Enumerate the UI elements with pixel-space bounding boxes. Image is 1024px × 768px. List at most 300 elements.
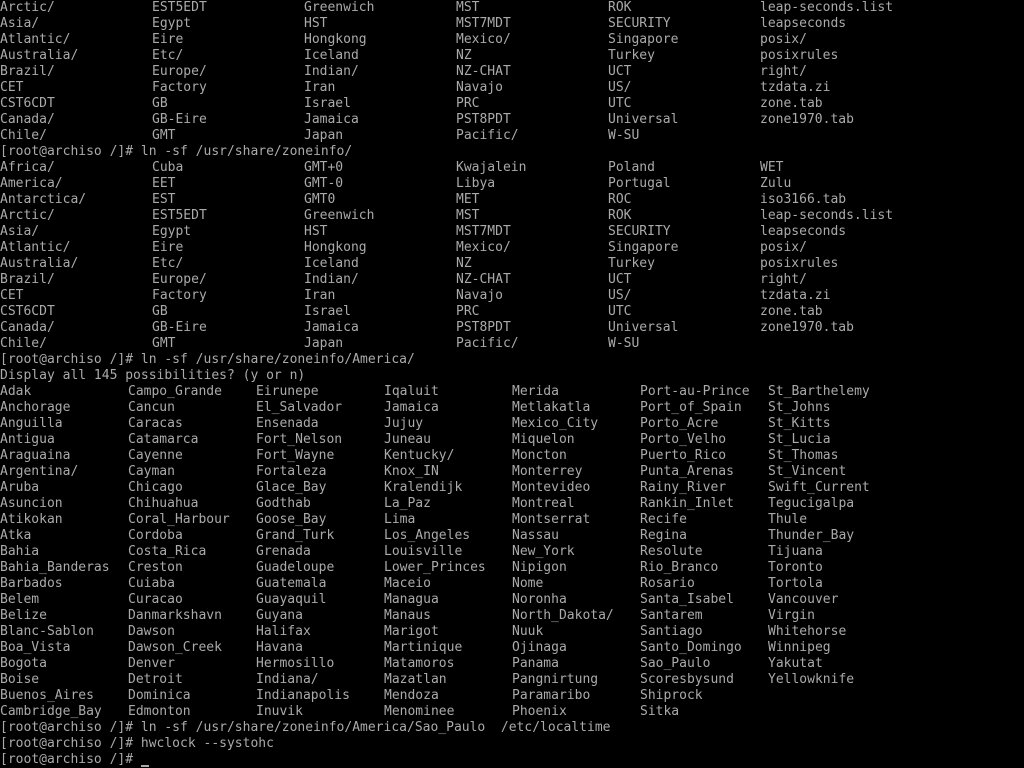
listing-entry: PRC [456, 96, 480, 111]
listing-entry: Eirunepe [256, 384, 319, 399]
listing-entry: Buenos_Aires [0, 688, 94, 703]
listing-entry: US/ [608, 288, 632, 303]
listing-entry: CST6CDT [0, 96, 55, 111]
listing-entry: Montevideo [512, 480, 591, 495]
listing-entry: Mexico/ [456, 240, 511, 255]
listing-entry: Manaus [384, 608, 431, 623]
listing-entry: Rainy_River [640, 480, 727, 495]
listing-entry: Atlantic/ [0, 32, 71, 47]
listing-entry: Chile/ [0, 336, 47, 351]
listing-entry: MST [456, 0, 480, 15]
listing-entry: Maceio [384, 576, 431, 591]
listing-row [0, 96, 1024, 112]
listing-entry: Mazatlan [384, 672, 447, 687]
listing-entry: leapseconds [760, 16, 847, 31]
listing-entry: Inuvik [256, 704, 303, 719]
listing-entry: La_Paz [384, 496, 431, 511]
shell-prompt[interactable] [0, 752, 149, 768]
listing-entry: GMT0 [304, 192, 336, 207]
listing-entry: Egypt [152, 16, 192, 31]
listing-entry: Grenada [256, 544, 311, 559]
listing-entry: Belize [0, 608, 47, 623]
listing-entry: Regina [640, 528, 687, 543]
listing-entry: Jamaica [304, 112, 359, 127]
listing-entry: Jamaica [384, 400, 439, 415]
listing-row [0, 624, 1024, 640]
command-line-3 [0, 720, 1024, 736]
listing-entry: GB-Eire [152, 320, 207, 335]
listing-row [0, 176, 1024, 192]
listing-entry: Fort_Wayne [256, 448, 335, 463]
listing-row [0, 432, 1024, 448]
listing-entry: Chihuahua [128, 496, 199, 511]
listing-entry: EET [152, 176, 176, 191]
listing-entry: PST8PDT [456, 112, 511, 127]
listing-entry: Aruba [0, 480, 40, 495]
listing-entry: Puerto_Rico [640, 448, 727, 463]
listing-entry: Tortola [768, 576, 823, 591]
listing-entry: Godthab [256, 496, 311, 511]
listing-entry: Montreal [512, 496, 575, 511]
listing-entry: Catamarca [128, 432, 199, 447]
command-line-2 [0, 352, 1024, 368]
listing-entry: Factory [152, 288, 207, 303]
listing-entry: CET [0, 288, 24, 303]
listing-entry: right/ [760, 64, 807, 79]
listing-entry: Goose_Bay [256, 512, 327, 527]
listing-entry: Canada/ [0, 112, 55, 127]
prompt-text: Display all 145 possibilities? (y or n) [0, 368, 306, 383]
listing-entry: Brazil/ [0, 64, 55, 79]
listing-entry: tzdata.zi [760, 80, 831, 95]
listing-row [0, 560, 1024, 576]
listing-entry: Toronto [768, 560, 823, 575]
listing-entry: Arctic/ [0, 208, 55, 223]
listing-entry: posixrules [760, 48, 839, 63]
listing-entry: Australia/ [0, 48, 79, 63]
listing-row [0, 656, 1024, 672]
listing-entry: posixrules [760, 256, 839, 271]
listing-entry: Japan [304, 336, 344, 351]
listing-entry: Paramaribo [512, 688, 591, 703]
listing-entry: Poland [608, 160, 655, 175]
listing-row [0, 80, 1024, 96]
listing-entry: Greenwich [304, 208, 375, 223]
listing-row [0, 416, 1024, 432]
listing-entry: Santa_Isabel [640, 592, 734, 607]
listing-entry: zone1970.tab [760, 112, 854, 127]
listing-entry: Canada/ [0, 320, 55, 335]
listing-entry: Factory [152, 80, 207, 95]
listing-entry: Winnipeg [768, 640, 831, 655]
listing-entry: Indian/ [304, 64, 359, 79]
listing-entry: GMT [152, 128, 176, 143]
listing-row [0, 544, 1024, 560]
listing-entry: right/ [760, 272, 807, 287]
listing-entry: Argentina/ [0, 464, 79, 479]
completion-prompt [0, 368, 1024, 384]
listing-entry: UCT [608, 64, 632, 79]
listing-entry: Asia/ [0, 224, 40, 239]
listing-entry: Scoresbysund [640, 672, 734, 687]
listing-entry: Shiprock [640, 688, 703, 703]
listing-row [0, 192, 1024, 208]
listing-entry: Antarctica/ [0, 192, 87, 207]
listing-entry: GMT-0 [304, 176, 344, 191]
listing-entry: zone1970.tab [760, 320, 854, 335]
listing-entry: Guayaquil [256, 592, 327, 607]
listing-entry: HST [304, 16, 328, 31]
listing-entry: New_York [512, 544, 575, 559]
listing-row [0, 48, 1024, 64]
listing-entry: Halifax [256, 624, 311, 639]
listing-entry: Fortaleza [256, 464, 327, 479]
listing-entry: Iran [304, 288, 336, 303]
listing-entry: Fort_Nelson [256, 432, 343, 447]
listing-entry: Glace_Bay [256, 480, 327, 495]
listing-entry: Indiana/ [256, 672, 319, 687]
listing-entry: Nipigon [512, 560, 567, 575]
listing-entry: Thunder_Bay [768, 528, 855, 543]
listing-entry: Guyana [256, 608, 303, 623]
listing-entry: Kwajalein [456, 160, 527, 175]
listing-entry: Iceland [304, 48, 359, 63]
listing-entry: Managua [384, 592, 439, 607]
listing-entry: Bahia_Banderas [0, 560, 110, 575]
listing-row [0, 464, 1024, 480]
listing-entry: Port-au-Prince [640, 384, 750, 399]
listing-entry: Lower_Princes [384, 560, 486, 575]
listing-entry: Ojinaga [512, 640, 567, 655]
listing-entry: Australia/ [0, 256, 79, 271]
listing-entry: NZ [456, 48, 472, 63]
listing-entry: Swift_Current [768, 480, 870, 495]
listing-entry: Cancun [128, 400, 175, 415]
listing-entry: Edmonton [128, 704, 191, 719]
listing-entry: Cuiaba [128, 576, 175, 591]
listing-entry: W-SU [608, 128, 640, 143]
listing-entry: Phoenix [512, 704, 567, 719]
listing-entry: GB [152, 96, 168, 111]
listing-entry: Nuuk [512, 624, 544, 639]
listing-entry: Noronha [512, 592, 567, 607]
listing-entry: SECURITY [608, 224, 671, 239]
listing-entry: tzdata.zi [760, 288, 831, 303]
listing-entry: iso3166.tab [760, 192, 847, 207]
listing-entry: Singapore [608, 240, 679, 255]
listing-entry: Antigua [0, 432, 55, 447]
listing-entry: Port_of_Spain [640, 400, 742, 415]
listing-entry: Sao_Paulo [640, 656, 711, 671]
listing-row [0, 672, 1024, 688]
listing-entry: Sitka [640, 704, 680, 719]
listing-entry: St_Lucia [768, 432, 831, 447]
listing-entry: Iqaluit [384, 384, 439, 399]
listing-row [0, 688, 1024, 704]
listing-entry: Dominica [128, 688, 191, 703]
listing-entry: Hongkong [304, 240, 367, 255]
command-text: [root@archiso /]# hwclock --systohc [0, 736, 274, 751]
listing-entry: Los_Angeles [384, 528, 471, 543]
listing-entry: St_Thomas [768, 448, 839, 463]
listing-entry: Tegucigalpa [768, 496, 855, 511]
listing-entry: Israel [304, 96, 351, 111]
listing-entry: Havana [256, 640, 303, 655]
listing-entry: W-SU [608, 336, 640, 351]
listing-entry: UTC [608, 96, 632, 111]
listing-entry: St_Barthelemy [768, 384, 870, 399]
listing-row [0, 448, 1024, 464]
listing-entry: Moncton [512, 448, 567, 463]
listing-entry: EST [152, 192, 176, 207]
listing-entry: Asuncion [0, 496, 63, 511]
listing-entry: Costa_Rica [128, 544, 207, 559]
listing-row [0, 496, 1024, 512]
listing-entry: GMT+0 [304, 160, 344, 175]
listing-entry: Cuba [152, 160, 184, 175]
listing-entry: Bogota [0, 656, 47, 671]
listing-row [0, 272, 1024, 288]
listing-entry: Guadeloupe [256, 560, 335, 575]
listing-entry: CST6CDT [0, 304, 55, 319]
listing-zoneinfo [0, 160, 1024, 352]
listing-entry: Juneau [384, 432, 431, 447]
listing-entry: Jujuy [384, 416, 424, 431]
listing-entry: Atlantic/ [0, 240, 71, 255]
listing-entry: North_Dakota/ [512, 608, 614, 623]
listing-entry: Ensenada [256, 416, 319, 431]
listing-entry: zone.tab [760, 304, 823, 319]
listing-row [0, 336, 1024, 352]
listing-entry: Asia/ [0, 16, 40, 31]
listing-entry: Universal [608, 112, 679, 127]
listing-entry: Egypt [152, 224, 192, 239]
listing-entry: Caracas [128, 416, 183, 431]
listing-row [0, 640, 1024, 656]
listing-entry: Tijuana [768, 544, 823, 559]
listing-entry: SECURITY [608, 16, 671, 31]
command-line-5[interactable] [0, 752, 1024, 768]
listing-entry: Mendoza [384, 688, 439, 703]
listing-entry: EST5EDT [152, 208, 207, 223]
listing-entry: Adak [0, 384, 32, 399]
listing-entry: MET [456, 192, 480, 207]
listing-row [0, 400, 1024, 416]
listing-entry: Lima [384, 512, 416, 527]
listing-entry: Mexico/ [456, 32, 511, 47]
listing-entry: Navajo [456, 80, 503, 95]
listing-entry: Europe/ [152, 272, 207, 287]
listing-row [0, 64, 1024, 80]
listing-row [0, 288, 1024, 304]
listing-entry: Israel [304, 304, 351, 319]
listing-entry: Navajo [456, 288, 503, 303]
listing-row [0, 0, 1024, 16]
listing-entry: Louisville [384, 544, 463, 559]
listing-entry: Matamoros [384, 656, 455, 671]
listing-entry: Barbados [0, 576, 63, 591]
command-text: [root@archiso /]# ln -sf /usr/share/zoneinfo/ [0, 144, 353, 159]
listing-row [0, 704, 1024, 720]
listing-entry: Recife [640, 512, 687, 527]
listing-entry: MST7MDT [456, 224, 511, 239]
listing-entry: Yakutat [768, 656, 823, 671]
listing-entry: Anchorage [0, 400, 71, 415]
command-text: [root@archiso /]# ln -sf /usr/share/zoneinfo/America/Sao_Paulo /etc/localtime [0, 720, 611, 735]
listing-entry: Kentucky/ [384, 448, 455, 463]
listing-row [0, 128, 1024, 144]
listing-entry: Europe/ [152, 64, 207, 79]
listing-entry: US/ [608, 80, 632, 95]
listing-entry: ROK [608, 0, 632, 15]
listing-row [0, 112, 1024, 128]
listing-entry: PRC [456, 304, 480, 319]
listing-entry: Santo_Domingo [640, 640, 742, 655]
listing-entry: Arctic/ [0, 0, 55, 15]
listing-entry: NZ-CHAT [456, 272, 511, 287]
listing-entry: Marigot [384, 624, 439, 639]
listing-entry: Metlakatla [512, 400, 591, 415]
listing-entry: Blanc-Sablon [0, 624, 94, 639]
listing-entry: Libya [456, 176, 496, 191]
prompt-text: [root@archiso /]# [0, 752, 141, 767]
listing-row [0, 208, 1024, 224]
listing-entry: WET [760, 160, 784, 175]
listing-entry: UTC [608, 304, 632, 319]
listing-entry: Jamaica [304, 320, 359, 335]
listing-row [0, 240, 1024, 256]
listing-row [0, 480, 1024, 496]
listing-entry: posix/ [760, 240, 807, 255]
listing-entry: Hongkong [304, 32, 367, 47]
listing-entry: leap-seconds.list [760, 208, 894, 223]
listing-entry: Hermosillo [256, 656, 335, 671]
listing-entry: Cayman [128, 464, 175, 479]
listing-entry: Nassau [512, 528, 559, 543]
listing-row [0, 32, 1024, 48]
listing-entry: Danmarkshavn [128, 608, 222, 623]
listing-entry: Santiago [640, 624, 703, 639]
listing-entry: Turkey [608, 48, 655, 63]
listing-entry: Iceland [304, 256, 359, 271]
listing-entry: Knox_IN [384, 464, 439, 479]
listing-entry: Curacao [128, 592, 183, 607]
listing-entry: Punta_Arenas [640, 464, 734, 479]
listing-row [0, 256, 1024, 272]
listing-entry: leap-seconds.list [760, 0, 894, 15]
listing-entry: Menominee [384, 704, 455, 719]
listing-entry: Atka [0, 528, 32, 543]
listing-entry: Mexico_City [512, 416, 599, 431]
listing-entry: Miquelon [512, 432, 575, 447]
listing-entry: Dawson_Creek [128, 640, 222, 655]
listing-entry: leapseconds [760, 224, 847, 239]
listing-entry: Boise [0, 672, 40, 687]
listing-entry: EST5EDT [152, 0, 207, 15]
listing-row [0, 224, 1024, 240]
listing-entry: Virgin [768, 608, 815, 623]
listing-entry: El_Salvador [256, 400, 343, 415]
listing-entry: Rosario [640, 576, 695, 591]
listing-row [0, 576, 1024, 592]
listing-entry: PST8PDT [456, 320, 511, 335]
listing-entry: ROK [608, 208, 632, 223]
listing-entry: Belem [0, 592, 40, 607]
listing-entry: Eire [152, 240, 184, 255]
listing-entry: Pacific/ [456, 128, 519, 143]
listing-row [0, 592, 1024, 608]
listing-entry: Greenwich [304, 0, 375, 15]
listing-entry: Merida [512, 384, 559, 399]
listing-entry: Pangnirtung [512, 672, 599, 687]
listing-entry: St_Vincent [768, 464, 847, 479]
listing-entry: Cayenne [128, 448, 183, 463]
listing-entry: Resolute [640, 544, 703, 559]
listing-entry: St_Johns [768, 400, 831, 415]
listing-row [0, 304, 1024, 320]
listing-entry: UCT [608, 272, 632, 287]
listing-entry: Japan [304, 128, 344, 143]
listing-entry: Monterrey [512, 464, 583, 479]
listing-row [0, 384, 1024, 400]
listing-entry: Santarem [640, 608, 703, 623]
listing-row [0, 16, 1024, 32]
listing-entry: zone.tab [760, 96, 823, 111]
listing-entry: Coral_Harbour [128, 512, 230, 527]
listing-entry: Cordoba [128, 528, 183, 543]
command-text: [root@archiso /]# ln -sf /usr/share/zoneinfo/America/ [0, 352, 415, 367]
listing-entry: Grand_Turk [256, 528, 335, 543]
listing-entry: Porto_Velho [640, 432, 727, 447]
listing-entry: Indian/ [304, 272, 359, 287]
listing-entry: Panama [512, 656, 559, 671]
listing-entry: Yellowknife [768, 672, 855, 687]
listing-row [0, 320, 1024, 336]
text-cursor [141, 765, 149, 767]
listing-entry: Cambridge_Bay [0, 704, 102, 719]
listing-row [0, 528, 1024, 544]
listing-entry: Atikokan [0, 512, 63, 527]
listing-entry: GB-Eire [152, 112, 207, 127]
listing-entry: Detroit [128, 672, 183, 687]
listing-entry: ROC [608, 192, 632, 207]
listing-entry: Portugal [608, 176, 671, 191]
listing-entry: Vancouver [768, 592, 839, 607]
listing-entry: HST [304, 224, 328, 239]
listing-entry: Rankin_Inlet [640, 496, 734, 511]
listing-entry: Creston [128, 560, 183, 575]
listing-entry: GB [152, 304, 168, 319]
listing-zoneinfo-partial [0, 0, 1024, 144]
listing-entry: Nome [512, 576, 544, 591]
listing-entry: Etc/ [152, 48, 184, 63]
listing-entry: Kralendijk [384, 480, 463, 495]
listing-entry: St_Kitts [768, 416, 831, 431]
listing-row [0, 512, 1024, 528]
listing-entry: America/ [0, 176, 63, 191]
listing-entry: Universal [608, 320, 679, 335]
listing-entry: Araguaina [0, 448, 71, 463]
listing-entry: Iran [304, 80, 336, 95]
listing-entry: Zulu [760, 176, 792, 191]
listing-entry: Boa_Vista [0, 640, 71, 655]
listing-entry: Brazil/ [0, 272, 55, 287]
listing-entry: MST7MDT [456, 16, 511, 31]
listing-row [0, 160, 1024, 176]
listing-entry: Indianapolis [256, 688, 350, 703]
listing-entry: NZ-CHAT [456, 64, 511, 79]
listing-entry: posix/ [760, 32, 807, 47]
